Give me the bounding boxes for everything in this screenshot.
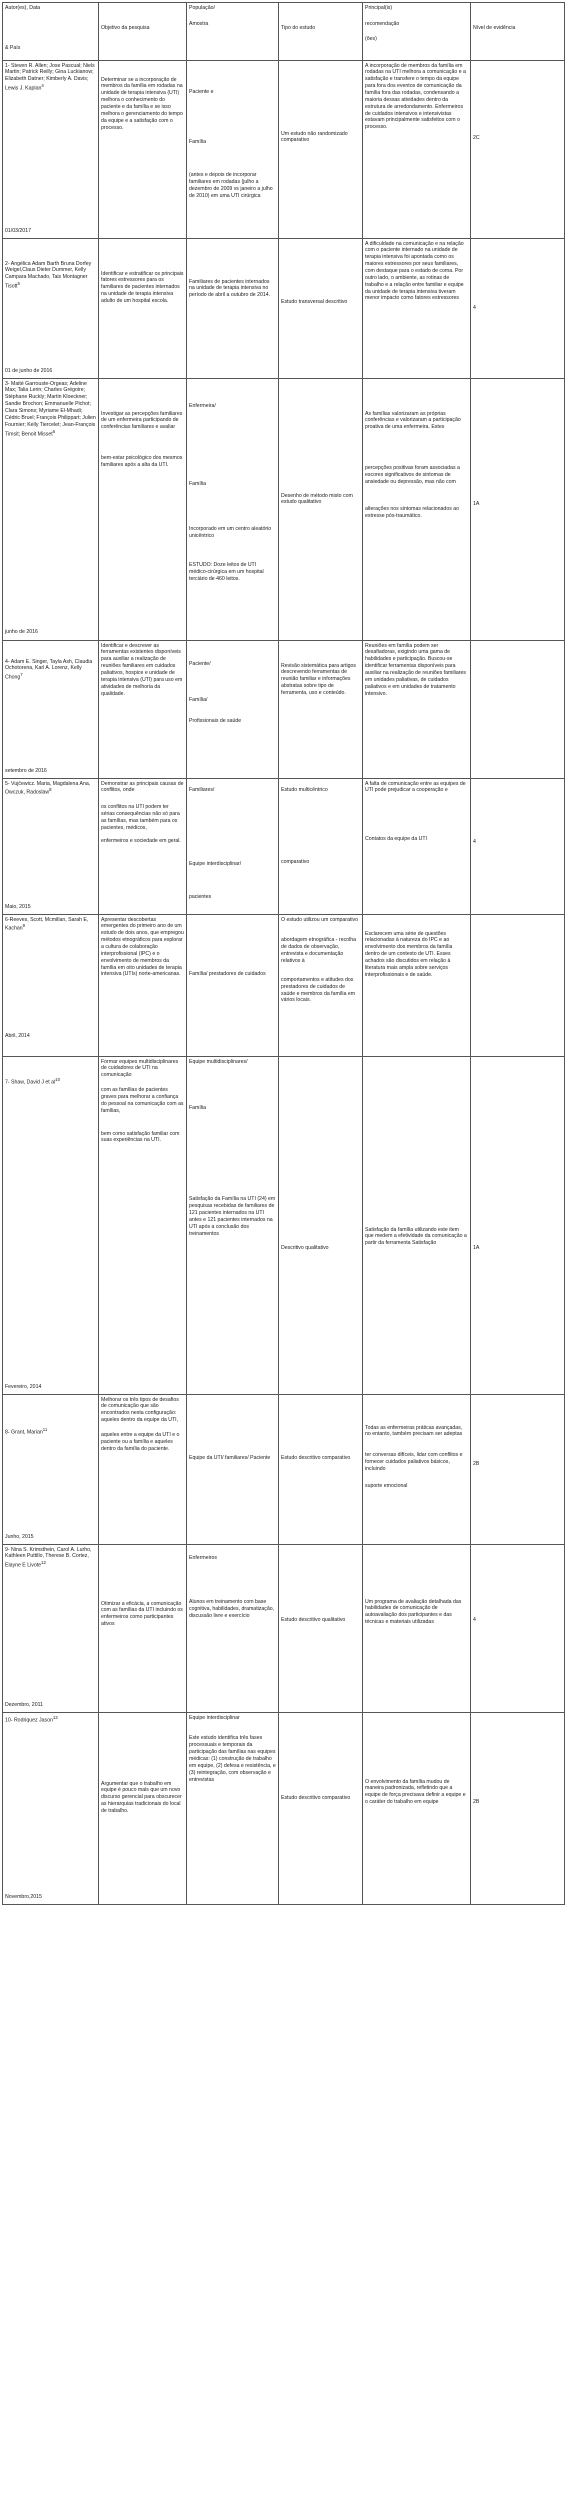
recommendation-text: alterações nos sintomas relacionados ao estresse pós-traumático. xyxy=(365,505,460,519)
objective-cell xyxy=(99,779,187,915)
recommendation-cell xyxy=(363,779,471,915)
table-row xyxy=(3,1545,565,1713)
objective-text: Determinar se a incorporação de membros da família em rodadas na unidade de terapia intensiva (UTI) melhora o conhecimento do paciente e da família e se isso melhora o gerenciamento do tempo da equipe e a satisfação com o processo. xyxy=(101,76,183,131)
sample-text: Paciente/ xyxy=(189,660,211,667)
objective-cell xyxy=(99,379,187,641)
recommendation-text: ter conversas difíceis, lidar com conflitos e fornecer cuidados paliativos básicos, incluindo xyxy=(365,1452,463,1472)
sample-text: Enfermeiros xyxy=(189,1554,217,1561)
sample-cell xyxy=(187,1057,279,1395)
recommendation-cell xyxy=(363,641,471,779)
recommendation-text: Um programa de avaliação detalhada das habilidades de comunicação de autoavaliação dos participantes e das técnicas e materiais utilizadas xyxy=(365,1598,462,1626)
sample-text: Equipe interdisciplinar/ xyxy=(189,861,242,868)
sample-text: Família xyxy=(189,1105,207,1112)
reference-number: 7 xyxy=(20,672,23,678)
study-type-text: Estudo transversal descritivo xyxy=(281,298,348,305)
evidence-cell xyxy=(471,61,565,239)
author-cell xyxy=(3,915,99,1057)
evidence-cell xyxy=(471,1395,565,1545)
table-row xyxy=(3,915,565,1057)
sample-cell xyxy=(187,61,279,239)
reference-number: 10 xyxy=(55,1076,60,1082)
publication-date: Fevereiro, 2014 xyxy=(5,1384,42,1391)
study-type-text: comportamentos e atitudes dos prestadores de cuidados de saúde e membros da família em vários locais. xyxy=(281,976,356,1004)
reference-number: 6 xyxy=(52,428,56,434)
recommendation-text: As famílias valorizaram as próprias conferências e valorizaram a participação proativa de uma enfermeira. Estes xyxy=(365,410,461,431)
sample-text: Familiares/ xyxy=(189,786,215,793)
table-row xyxy=(3,239,565,379)
recommendation-text: Satisfação da família utilizando este item que medem a efetividade da comunicação a partir da ferramenta Satisfação xyxy=(365,1226,467,1247)
header-evidence xyxy=(471,3,565,61)
sample-text: Familiares de pacientes internados na unidade de terapia intensiva no período de abril a outubro de 2014. xyxy=(189,278,271,299)
study-type-text: O estudo utilizou um comparativo xyxy=(281,916,358,923)
sample-text: Enfermeira/ xyxy=(189,402,216,409)
study-type-text: Estudo descritivo comparativo xyxy=(281,1454,351,1461)
sample-cell xyxy=(187,1713,279,1905)
table-row xyxy=(3,1713,565,1905)
sample-text: Equipe da UTI/ familiares/ Paciente xyxy=(189,1454,271,1461)
author-text: 10- Rodriquez Jason xyxy=(5,1717,53,1724)
objective-text: Identificar e estratificar os principais fatores estressores para os familiares de pacientes internados na unidade de terapia intensiva adulto de um hospital escola. xyxy=(101,270,184,304)
evidence-level: 1A xyxy=(473,1244,480,1251)
reference-number: 8 xyxy=(49,787,52,793)
evidence-cell xyxy=(471,641,565,779)
objective-cell xyxy=(99,1395,187,1545)
recommendation-text: Reuniões em família podem ser desafiadoras, exigindo uma gama de habilidades e participação. Buscou-se identificar ferramentas disponíveis para auxiliar na realização de reuniões familiares em unidades paliativas, de cuidados paliativos e em unidades de tratamento intensivo. xyxy=(365,642,466,697)
evidence-cell xyxy=(471,239,565,379)
publication-date: setembro de 2016 xyxy=(5,768,47,775)
recommendation-cell xyxy=(363,239,471,379)
author-text: 2- Angélica Adam Barth Bruna Dorfey Weigel,Claus Dieter Dummer, Kelly Campara Machado, Tais Montagner Tisott xyxy=(5,260,92,290)
objective-cell xyxy=(99,915,187,1057)
study-type-cell xyxy=(279,641,363,779)
author-text: 5- Vujčewicz. Maria, Magdalena Ana, Owczuk, Radoslaw xyxy=(5,780,91,797)
recommendation-text: percepções positivas foram associadas a escores significativos de sintomas de ansiedade ou depressão, mas não com xyxy=(365,465,460,485)
evidence-level: 2B xyxy=(473,1798,480,1805)
study-type-text: Estudo multicêntrico xyxy=(281,786,328,793)
objective-text: enfermeiros e sociedade em geral. xyxy=(101,837,181,844)
objective-cell xyxy=(99,61,187,239)
author-text: 4- Adam E. Singer, Tayla Ash, Claudia Ochotorena, Karl A. Lorenz, Kelly Chong xyxy=(5,658,93,681)
recommendation-cell xyxy=(363,1395,471,1545)
author-cell xyxy=(3,779,99,915)
objective-text: bem como satisfação familiar com suas experiências na UTI. xyxy=(101,1130,180,1144)
sample-cell xyxy=(187,379,279,641)
evidence-level: 4 xyxy=(473,304,476,311)
evidence-cell xyxy=(471,915,565,1057)
sample-cell xyxy=(187,641,279,779)
reference-number: 13 xyxy=(52,1714,58,1720)
study-type-text: Um estudo não randomizado comparativo xyxy=(281,130,348,144)
study-type-cell xyxy=(279,61,363,239)
study-type-cell xyxy=(279,1395,363,1545)
sample-text: Este estudo identifica três fases processuais e temporais da participação das famílias nas equipes médicas: (1) construção de trabalho em equipe, (2) defesa e resistência, e (3) reintegração, com observação e entrevistas xyxy=(189,1735,276,1783)
study-type-cell xyxy=(279,1057,363,1395)
study-type-cell xyxy=(279,1545,363,1713)
header-recommendation xyxy=(363,3,471,61)
header-recommendation-suffix: (ões) xyxy=(365,36,377,43)
objective-text: os conflitos na UTI podem ter sérias consequências não só para as famílias, mas também para os pacientes, médicos, xyxy=(101,804,180,831)
sample-text: Satisfação da Família na UTI (24) em pesquisas recebidas de familiares de 121 pacientes internados na UTI antes e 121 pacientes internados na UTI após a conclusão dos treinamentos xyxy=(189,1196,276,1237)
evidence-cell xyxy=(471,779,565,915)
reference-number: 12 xyxy=(41,1560,46,1566)
header-study-type-label: Tipo do estudo xyxy=(281,24,316,31)
sample-text: Incorporado em um centro aleatório unicêntrico xyxy=(189,526,272,540)
author-cell xyxy=(3,379,99,641)
header-author xyxy=(3,3,99,61)
reference-number: 11 xyxy=(42,1426,48,1432)
study-type-cell xyxy=(279,915,363,1057)
recommendation-cell xyxy=(363,61,471,239)
literature-table xyxy=(2,2,565,1905)
sample-cell xyxy=(187,239,279,379)
study-type-cell xyxy=(279,779,363,915)
sample-text: ESTUDO: Doze leitos de UTI médico-cirúrgica em um hospital terciário de 460 leitos. xyxy=(189,561,264,582)
publication-date: Dezembro, 2011 xyxy=(5,1702,43,1709)
sample-text: Família/ prestadores de cuidados xyxy=(189,970,266,977)
recommendation-cell xyxy=(363,915,471,1057)
header-recommendation-label: recomendação xyxy=(365,21,400,28)
header-study-type xyxy=(279,3,363,61)
author-text: 1- Steven R. Allen; Jose Pascual; Niels Martin; Patrick Reilly; Gina Luckianow; Elizabeth Datner; Kimberly A. Davis; Lewis J. Kaplan xyxy=(5,62,95,92)
reference-number: 4 xyxy=(41,83,44,89)
recommendation-text: O envolvimento da família mudou de maneira padronizada, refletindo que a equipe de força precisava definir a equipe e o caráter do trabalho em equipe xyxy=(365,1778,466,1806)
objective-cell xyxy=(99,1057,187,1395)
author-text: 6-Reeves, Scott, Mcmillan, Sarah E, Kachan xyxy=(5,916,89,933)
objective-text: aqueles entre a equipe da UTI e o paciente ou a família e aqueles dentro da família do paciente. xyxy=(101,1431,180,1452)
objective-cell xyxy=(99,1713,187,1905)
table-row xyxy=(3,779,565,915)
recommendation-text: Todas as enfermeiras práticas avançadas, no entanto, também precisam ser adeptas xyxy=(365,1424,463,1438)
evidence-level: 1A xyxy=(473,500,480,507)
study-type-text: Revisão sistemática para artigos descrevendo ferramentas de reunião familiar e informações abstratas sobre tipo de ferramenta, uso e conteúdo. xyxy=(281,662,356,696)
evidence-cell xyxy=(471,1713,565,1905)
study-type-text: Desenho de método misto com estudo qualitativo xyxy=(281,492,353,506)
table-row xyxy=(3,1057,565,1395)
header-sample xyxy=(187,3,279,61)
sample-text: Paciente e xyxy=(189,88,214,95)
publication-date: 01/03/2017 xyxy=(5,228,31,235)
objective-text: bem-estar psicológico dos mesmos familiares após a alta da UTI. xyxy=(101,455,183,468)
sample-cell xyxy=(187,779,279,915)
objective-text: Investigar as percepções familiares de um enfermeira participando de conferências familiares e avaliar xyxy=(101,410,183,431)
header-population-label: População/ xyxy=(189,4,215,11)
objective-cell xyxy=(99,641,187,779)
author-cell xyxy=(3,1395,99,1545)
publication-date: Junho, 2015 xyxy=(5,1534,34,1541)
header-objective-label: Objetivo da pesquisa xyxy=(101,24,150,31)
objective-cell xyxy=(99,1545,187,1713)
author-cell xyxy=(3,641,99,779)
sample-text: Família/ xyxy=(189,697,208,704)
publication-date: Novembro,2015 xyxy=(5,1894,42,1901)
evidence-level: 4 xyxy=(473,1616,476,1623)
objective-text: Argumentar que o trabalho em equipe é pouco mais que um novo discurso gerencial para obscurecer as hierarquias tradicionais do local de trabalho. xyxy=(101,1780,182,1814)
author-text: 7- Shaw, David J et al xyxy=(5,1079,56,1086)
publication-date: 01 de junho de 2016 xyxy=(5,368,53,375)
study-type-text: Descritivo qualitativo xyxy=(281,1244,329,1251)
recommendation-text: A falta de comunicação entre as equipes de UTI pode prejudicar a cooperação e xyxy=(365,780,466,794)
study-type-text: comparativo xyxy=(281,859,310,866)
header-sample-label: Amostra xyxy=(189,21,209,28)
author-text: 8- Grant, Marian xyxy=(5,1429,43,1436)
recommendation-cell xyxy=(363,1713,471,1905)
header-author-label: Autor(es), Data xyxy=(5,4,41,11)
reference-number: 9 xyxy=(22,923,26,929)
evidence-cell xyxy=(471,1545,565,1713)
objective-text: Identificar e descrever as ferramentas existentes disponíveis para auxiliar a realização de reuniões familiares em cuidados paliativos, hospice e unidade de terapia intensiva (UTI) para uso em atividades de melhoria da qualidade. xyxy=(101,642,183,697)
sample-text: Família xyxy=(189,481,207,488)
author-cell xyxy=(3,61,99,239)
sample-cell xyxy=(187,1545,279,1713)
sample-text: pacientes xyxy=(189,894,212,901)
author-text: 9- Nina S. Krimsthein, Carol A. Lurho, Kathleen Puttillo, Therese B. Cortez, Elayne E Livote xyxy=(5,1546,92,1569)
publication-date: junho de 2016 xyxy=(5,629,38,636)
author-cell xyxy=(3,1713,99,1905)
publication-date: Maio, 2015 xyxy=(5,904,31,911)
objective-text: Melhorar os três tipos de desafios de comunicação que são encontrados nesta configuração: aqueles dentro da equipe da UTI, xyxy=(101,1396,179,1424)
author-cell xyxy=(3,239,99,379)
evidence-cell xyxy=(471,379,565,641)
recommendation-cell xyxy=(363,1545,471,1713)
evidence-level: 2C xyxy=(473,134,480,141)
sample-text: (antes e depois de incorporar familiares em rodadas (julho a dezembro de 2009 vs janeiro a julho de 2010) em uma UTI cirúrgica xyxy=(189,172,273,199)
header-country-label: & País xyxy=(5,45,21,52)
recommendation-text: Esclarecem uma série de questões relacionadas à natureza do IPC e ao envolvimento dos membros da família dentro de um contexto de UTI. Esses achados são discutidos em relação à literatura mais ampla sobre serviços interprofissionais e de saúde. xyxy=(365,930,453,978)
study-type-cell xyxy=(279,379,363,641)
objective-text: Formar equipes multidisciplinares de cuidadores de UTI na comunicação xyxy=(101,1058,179,1079)
author-cell xyxy=(3,1545,99,1713)
evidence-level: 4 xyxy=(473,838,476,845)
recommendation-text: A dificuldade na comunicação e na relação com o paciente internado na unidade de terapia intensiva foi apontada como os maiores estressores por seus familiares, com destaque para o estado de coma. Por outro lado, o ambiente, as rotinas de trabalho e a relação entre familiar e equipe da unidade de terapia intensiva tiveram menor impacto como fatores estressores xyxy=(365,240,464,302)
publication-date: Abril, 2014 xyxy=(5,1033,30,1040)
study-type-text: Estudo descritivo comparativo xyxy=(281,1794,351,1801)
study-type-cell xyxy=(279,1713,363,1905)
recommendation-cell xyxy=(363,1057,471,1395)
sample-text: Profissionais de saúde xyxy=(189,718,242,725)
table-header-row xyxy=(3,3,565,61)
objective-text: Apresentar descobertas emergentes do primeiro ano de um estudo de dois anos, que empregou métodos etnográficos para explorar a cultura de colaboração interprofissional (IPC) e o envolvimento de membros da família em oito unidades de terapia intensiva (UTIs) norte-americanas. xyxy=(101,916,184,978)
table-row xyxy=(3,379,565,641)
author-cell xyxy=(3,1057,99,1395)
header-evidence-label: Nível de evidência xyxy=(473,24,516,31)
sample-text: Alunos em treinamento com base cognitiva, habilidades, dramatização, discussão livre e exercício xyxy=(189,1599,275,1620)
evidence-cell xyxy=(471,1057,565,1395)
evidence-level: 2B xyxy=(473,1460,480,1467)
sample-cell xyxy=(187,915,279,1057)
header-objective xyxy=(99,3,187,61)
sample-text: Equipe multidisciplinares/ xyxy=(189,1058,248,1065)
reference-number: 5 xyxy=(17,281,20,287)
objective-text: com as famílias de pacientes graves para melhorar a confiança do pessoal na comunicação com as famílias, xyxy=(101,1087,184,1114)
recommendation-cell xyxy=(363,379,471,641)
objective-text: Otimizar a eficácia, a comunicação com as famílias da UTI incluindo os enfermeiros como participantes ativos xyxy=(101,1600,183,1628)
sample-text: Equipe interdisciplinar xyxy=(189,1714,240,1721)
table-row xyxy=(3,61,565,239)
study-type-text: Estudo descritivo qualitativo xyxy=(281,1616,346,1623)
sample-cell xyxy=(187,1395,279,1545)
objective-cell xyxy=(99,239,187,379)
header-principal-label: Principal(is) xyxy=(365,4,393,11)
recommendation-text: A incorporação de membros da família em rodadas na UTI melhora a comunicação e a satisfação e transfere o tempo da equipe para fora dos eventos de comunicação da família fora das rodadas, condensando a maioria dessas atividades dentro da estrutura de arredondamento. Enfermeiros de cuidados intensivos e intensivistas estavam principalmente satisfeitos com o processo. xyxy=(365,62,466,131)
study-type-cell xyxy=(279,239,363,379)
recommendation-text: suporte emocional xyxy=(365,1482,408,1489)
objective-text: Demonstrar as principais causas de conflitos, onde xyxy=(101,780,184,794)
study-type-text: abordagem etnográfica - recolha de dados de observação, entrevista e documentação relativos à xyxy=(281,937,356,964)
author-text: 3- Maité Garrouste-Orgeas; Adeline Max; Talia Lerin; Charles Grégoire; Stéphane Ruckly; Martin Kloeckner; Sandie Brochon; Emmanuelle Pichot; Clara Simons; Myriame El-Mhadi; Cédric Bruel; François Philippart; Julien Fournier; Kelly Tiercelet; Jean-François Timsit; Benoit Misset xyxy=(5,380,96,438)
table-row xyxy=(3,641,565,779)
recommendation-text: Contatos da equipe da UTI xyxy=(365,836,428,843)
sample-text: Família xyxy=(189,139,207,146)
table-row xyxy=(3,1395,565,1545)
